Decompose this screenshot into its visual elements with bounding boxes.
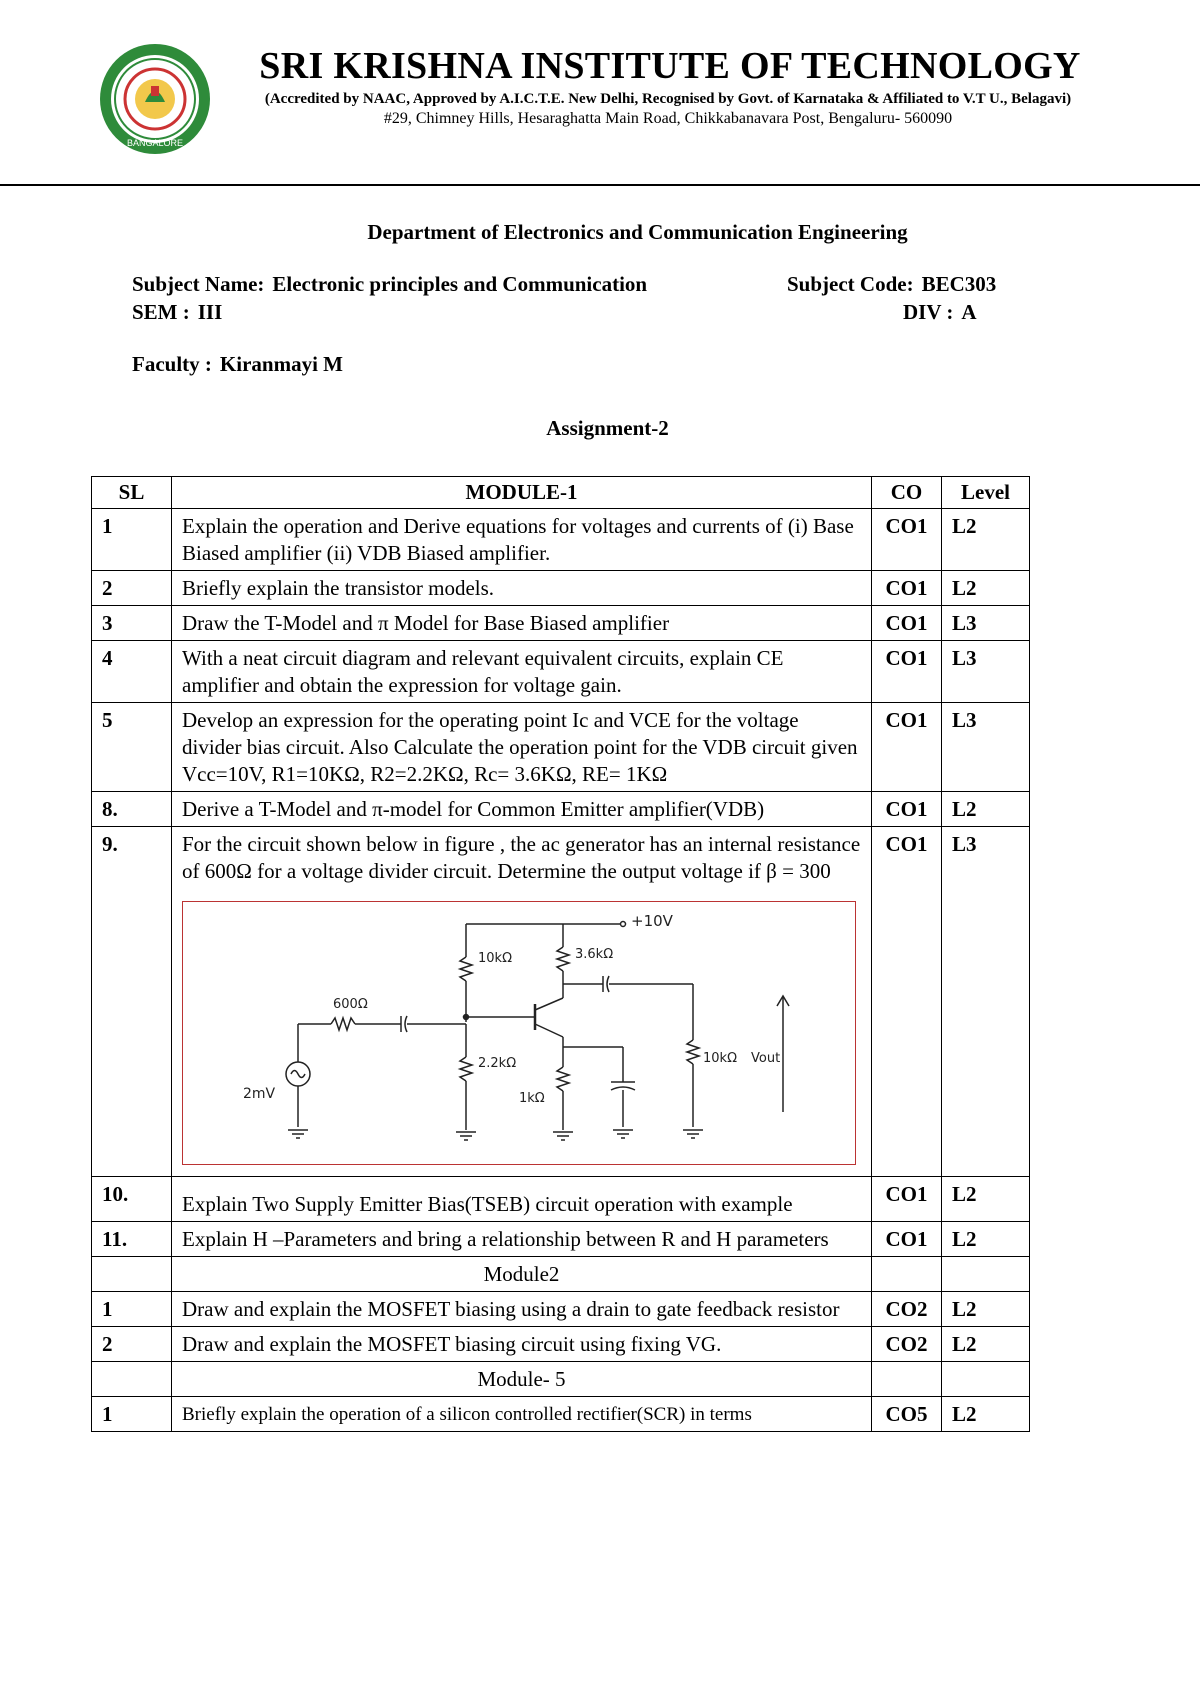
question-text: Derive a T-Model and π-model for Common Emitter amplifier(VDB) xyxy=(172,792,872,827)
transistor-collector xyxy=(535,998,563,1010)
resistor-re xyxy=(557,1067,569,1091)
ground-symbol xyxy=(613,1130,633,1138)
table-row: 10. Explain Two Supply Emitter Bias(TSEB) circuit operation with example CO1 L2 xyxy=(92,1177,1030,1222)
resistor-rc xyxy=(557,947,569,971)
question-text: Explain Two Supply Emitter Bias(TSEB) circuit operation with example xyxy=(172,1177,872,1222)
supply-label: +10V xyxy=(631,912,673,930)
faculty-value: Kiranmayi M xyxy=(219,352,343,376)
circuit-figure xyxy=(182,901,856,1165)
table-row: 5 Develop an expression for the operating point Ic and VCE for the voltage divider bias circuit. Also Calculate the operation point for the VDB circuit given Vcc=10V, R1=10KΩ, R2=2.2KΩ, Rc= 3.6KΩ, RE= 1KΩ CO1 L3 xyxy=(92,703,1030,792)
subject-code-line xyxy=(787,272,996,297)
subject-code-value: BEC303 xyxy=(921,272,997,296)
table-row: 2 Briefly explain the transistor models. CO1 L2 xyxy=(92,571,1030,606)
table-row: 1 Draw and explain the MOSFET biasing using a drain to gate feedback resistor CO2 L2 xyxy=(92,1292,1030,1327)
table-row: 4 With a neat circuit diagram and relevant equivalent circuits, explain CE amplifier and obtain the expression for voltage gain. CO1 L3 xyxy=(92,641,1030,703)
subject-name-label: Subject Name: xyxy=(132,272,265,296)
sem-value: III xyxy=(197,300,223,324)
circuit-diagram xyxy=(183,902,855,1164)
div-line xyxy=(903,300,977,325)
header-divider xyxy=(0,184,1200,186)
question-text: Develop an expression for the operating point Ic and VCE for the voltage divider bias circuit. Also Calculate the operation point for the VDB circuit given Vcc=10V, R1=10KΩ, R2=2.2KΩ, Rc= 3.6KΩ, RE= 1KΩ xyxy=(172,703,872,792)
resistor-rs xyxy=(331,1018,355,1030)
table-row: 3 Draw the T-Model and π Model for Base Biased amplifier CO1 L3 xyxy=(92,606,1030,641)
question-text: Draw the T-Model and π Model for Base Biased amplifier xyxy=(172,606,872,641)
header-sl: SL xyxy=(92,477,172,509)
question-text: Explain the operation and Derive equations for voltages and currents of (i) Base Biased amplifier (ii) VDB Biased amplifier. xyxy=(172,509,872,571)
institute-logo xyxy=(98,42,212,156)
resistor-r1 xyxy=(460,957,472,981)
module-heading-row xyxy=(92,1257,1030,1292)
module-heading-row xyxy=(92,1362,1030,1397)
table-row: 2 Draw and explain the MOSFET biasing circuit using fixing VG. CO2 L2 xyxy=(92,1327,1030,1362)
table-row: 8. Derive a T-Model and π-model for Common Emitter amplifier(VDB) CO1 L2 xyxy=(92,792,1030,827)
ground-symbol xyxy=(456,1132,476,1140)
address-line: #29, Chimney Hills, Hesaraghatta Main Road, Chikkabanavara Post, Bengaluru- 560090 xyxy=(383,110,953,127)
module5-title: Module- 5 xyxy=(172,1362,872,1397)
div-value: A xyxy=(961,300,977,324)
rl-label: 10kΩ xyxy=(703,1051,738,1066)
header-level: Level xyxy=(942,477,1030,509)
question-text: Briefly explain the operation of a silicon controlled rectifier(SCR) in terms xyxy=(172,1397,872,1432)
assignment-title: Assignment-2 xyxy=(546,416,669,440)
resistor-rl xyxy=(687,1040,699,1064)
question-text: Draw and explain the MOSFET biasing circuit using fixing VG. xyxy=(172,1327,872,1362)
rs-label: 600Ω xyxy=(333,997,368,1012)
r2-label: 2.2kΩ xyxy=(478,1056,517,1071)
question-text: For the circuit shown below in figure , the ac generator has an internal resistance of 600Ω for a voltage divider circuit. Determine the output voltage if β = 300 xyxy=(182,832,861,883)
module2-title: Module2 xyxy=(172,1257,872,1292)
institute-name: SRI KRISHNA INSTITUTE OF TECHNOLOGY xyxy=(259,45,1081,87)
vout-label: Vout xyxy=(751,1051,781,1066)
header-co: CO xyxy=(872,477,942,509)
re-label: 1kΩ xyxy=(519,1091,545,1106)
ground-symbol xyxy=(683,1130,703,1138)
faculty-line xyxy=(132,352,343,377)
question-text: With a neat circuit diagram and relevant equivalent circuits, explain CE amplifier and obtain the expression for voltage gain. xyxy=(172,641,872,703)
question-text: Draw and explain the MOSFET biasing using a drain to gate feedback resistor xyxy=(172,1292,872,1327)
supply-terminal xyxy=(621,922,626,927)
table-row: 11. Explain H –Parameters and bring a relationship between R and H parameters CO1 L2 xyxy=(92,1222,1030,1257)
table-header-row xyxy=(92,477,1030,509)
faculty-label: Faculty : xyxy=(132,352,212,376)
transistor-emitter xyxy=(535,1024,563,1037)
subject-name-value: Electronic principles and Communication xyxy=(272,272,648,296)
header-module: MODULE-1 xyxy=(172,477,872,509)
questions-table xyxy=(91,476,1030,1432)
div-label: DIV : xyxy=(903,300,954,324)
table-row-with-figure: 9. For the circuit shown below in figure , the ac generator has an internal resistance of 600Ω for a voltage divider circuit. Determine the output voltage if β = 300 +10V 10kΩ 3.6kΩ 10kΩ Vout 600Ω 2mV 2.2kΩ 1kΩ CO1 L3 xyxy=(92,827,1030,1177)
logo-text-bottom: BANGALORE xyxy=(126,138,184,148)
subject-name-line xyxy=(132,272,647,297)
ground-symbol xyxy=(288,1130,308,1138)
sem-label: SEM : xyxy=(132,300,190,324)
rc-label: 3.6kΩ xyxy=(575,947,614,962)
department-title: Department of Electronics and Communication Engineering xyxy=(367,220,908,244)
table-row: 1 Explain the operation and Derive equations for voltages and currents of (i) Base Biased amplifier (ii) VDB Biased amplifier. CO1 L2 xyxy=(92,509,1030,571)
r1-label: 10kΩ xyxy=(478,951,513,966)
ground-symbol xyxy=(553,1132,573,1140)
sem-line xyxy=(132,300,222,325)
question-text: Briefly explain the transistor models. xyxy=(172,571,872,606)
source-label: 2mV xyxy=(243,1086,276,1102)
question-text: Explain H –Parameters and bring a relationship between R and H parameters xyxy=(172,1222,872,1257)
subject-code-label: Subject Code: xyxy=(787,272,914,296)
table-row: 1 Briefly explain the operation of a silicon controlled rectifier(SCR) in terms CO5 L2 xyxy=(92,1397,1030,1432)
accreditation-line: (Accredited by NAAC, Approved by A.I.C.T.E. New Delhi, Recognised by Govt. of Karnataka & Affiliated to V.T U., Belagavi) xyxy=(264,91,1072,107)
resistor-r2 xyxy=(460,1057,472,1081)
